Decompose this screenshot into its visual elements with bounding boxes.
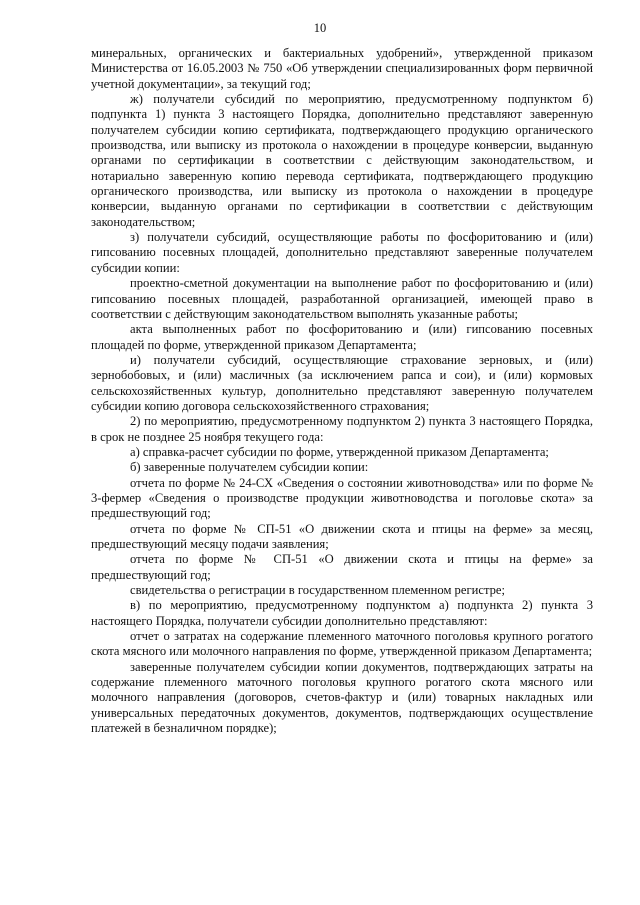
paragraph-works-act: акта выполненных работ по фосфоритованию и (или) гипсованию посевных площадей по форме, утвержденной приказом Департамента; — [91, 322, 593, 352]
page-number: 10 — [313, 21, 327, 35]
paragraph-item-a: а) справка-расчет субсидии по форме, утвержденной приказом Департамента; — [130, 444, 549, 459]
paragraph-section-2: 2) по мероприятию, предусмотренному подпунктом 2) пункта 3 настоящего Порядка, в срок не позднее 25 ноября текущего года: — [91, 414, 593, 444]
paragraph-item-i: и) получатели субсидий, осуществляющие страхование зерновых, и (или) зернобобовых, и (или) масличных (за исключением рапса и сои), и (или) кормовых сельскохозяйственных культур, дополнительно представляют заверенную получателем субсидии копию договора сельскохозяйственного страхования; — [91, 352, 593, 413]
paragraph-item-z: з) получатели субсидий, осуществляющие работы по фосфоритованию и (или) гипсованию посевных площадей, дополнительно представляют заверенные получателем субсидии копии: — [91, 230, 593, 275]
paragraph-item-v: в) по мероприятию, предусмотренному подпунктом а) подпункта 2) пункта 3 настоящего Порядка, получатели субсидии дополнительно представляют: — [91, 598, 593, 628]
paragraph-continuation: минеральных, органических и бактериальных удобрений», утвержденной приказом Министерства от 16.05.2003 № 750 «Об утверждении специализированных форм первичной учетной документации», за текущий год; — [91, 46, 593, 91]
paragraph-report-sp51-month: отчета по форме № СП-51 «О движении скота и птицы на ферме» за месяц, предшествующий месяцу подачи заявления; — [91, 521, 593, 551]
paragraph-item-zh: ж) получатели субсидий по мероприятию, предусмотренному подпунктом б) подпункта 1) пункта 3 настоящего Порядка, дополнительно представляют заверенную получателем субсидии копию сертификата, подтверждающего продукцию органического производства, или выписку из протокола о нахождении в процедуре конверсии, выданную органами по сертификации в соответствии с действующим законодательством, и нотариально заверенную копию перевода сертификата, подтверждающего продукцию органического производства, или выписку из протокола о нахождении в процедуре конверсии, выданную органами по сертификации в соответствии с действующим законодательством; — [91, 92, 593, 229]
paragraph-report-sp51-year: отчета по форме № СП-51 «О движении скота и птицы на ферме» за предшествующий год; — [91, 552, 593, 582]
paragraph-costs-report: отчет о затратах на содержание племенного маточного поголовья крупного рогатого скота мясного или молочного направления по форме, утвержденной приказом Департамента; — [91, 629, 593, 659]
document-body — [91, 46, 593, 736]
paragraph-item-b: б) заверенные получателем субсидии копии: — [130, 460, 369, 475]
paragraph-report-24sh: отчета по форме № 24-СХ «Сведения о состоянии животноводства» или по форме № 3-фермер «Сведения о производстве продукции животноводства и поголовье скота» за предшествующий год; — [91, 475, 593, 521]
paragraph-project-docs: проектно-сметной документации на выполнение работ по фосфоритованию и (или) гипсованию посевных площадей, разработанной организацией, имеющей право в соответствии с действующим законодательством выполнять указанные работы; — [91, 276, 593, 321]
paragraph-certificate: свидетельства о регистрации в государственном племенном регистре; — [130, 583, 505, 598]
paragraph-certified-copies: заверенные получателем субсидии копии документов, подтверждающих затраты на содержание племенного маточного поголовья крупного рогатого скота мясного или молочного направления (договоров, счетов-фактур и (или) товарных накладных или универсальных передаточных документов, документов, подтверждающих осуществление платежей в безналичном порядке); — [91, 659, 593, 736]
